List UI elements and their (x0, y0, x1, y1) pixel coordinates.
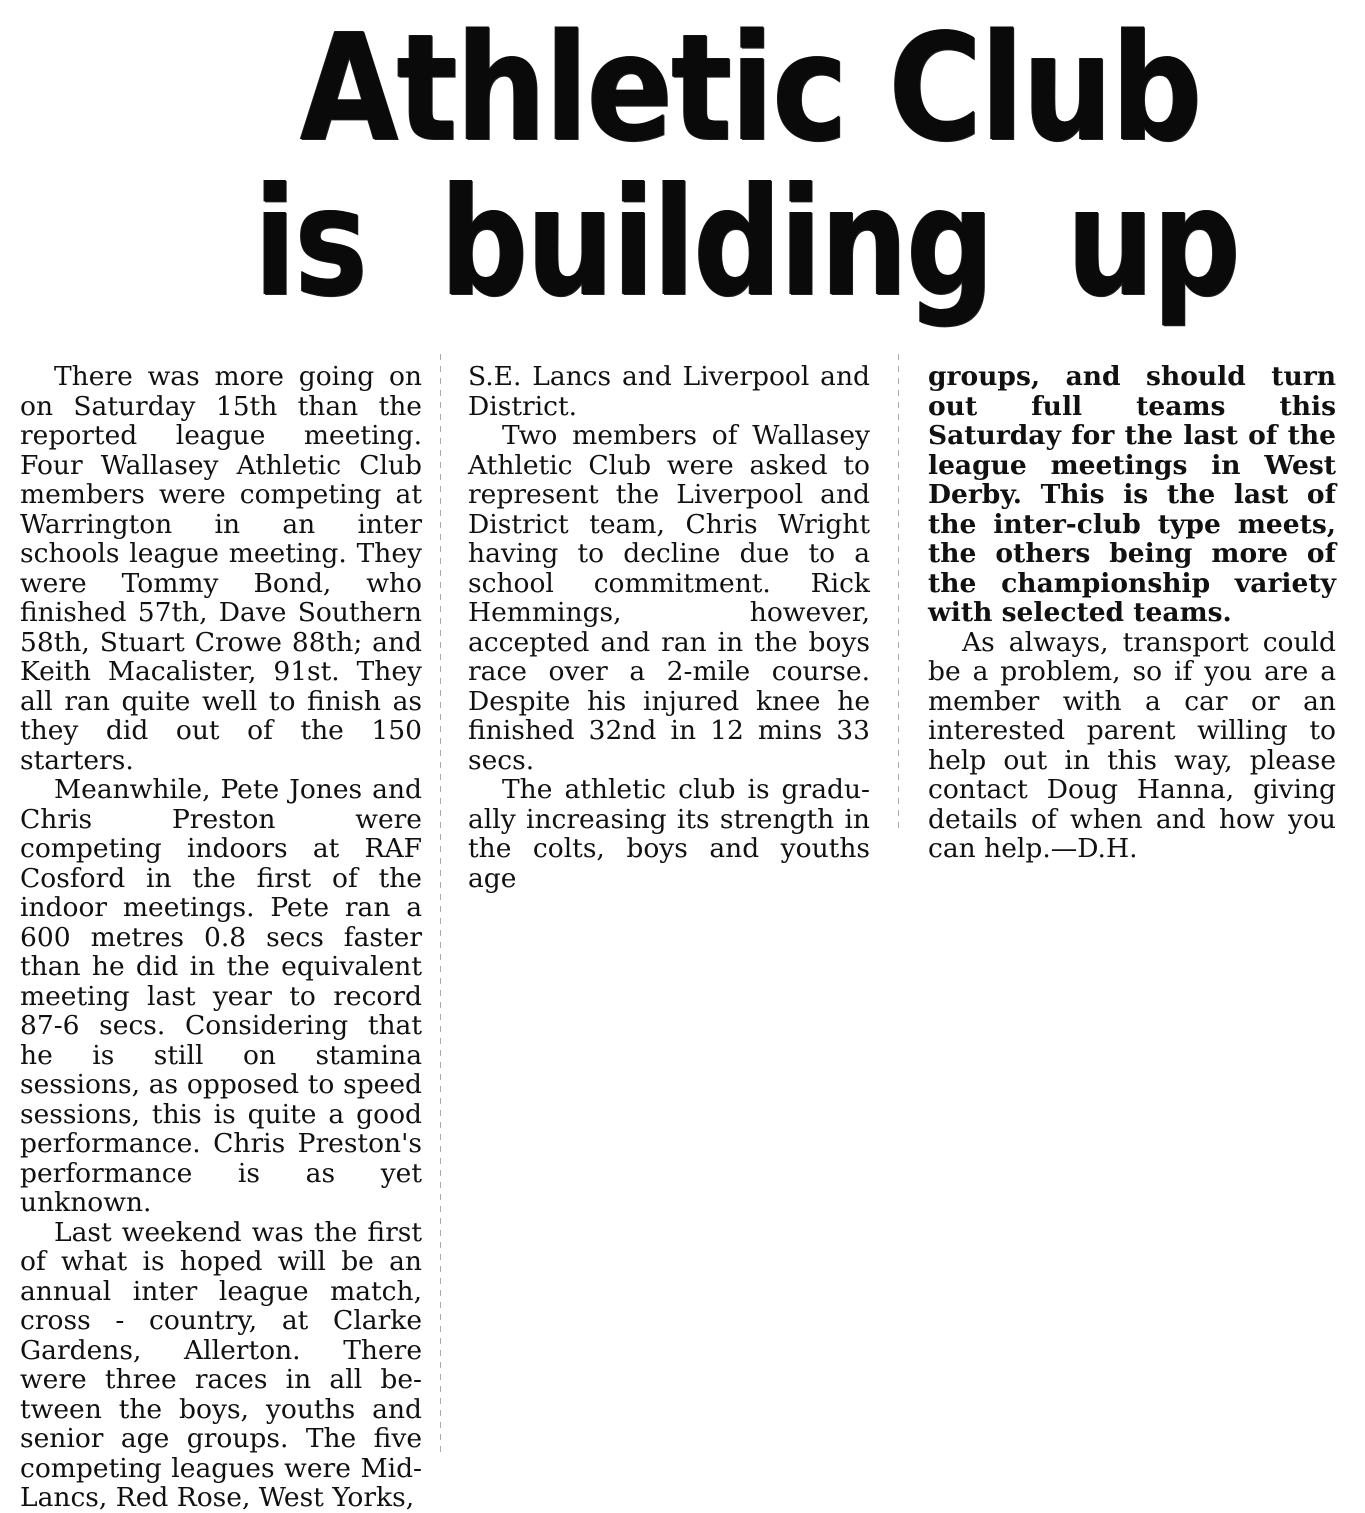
paragraph: groups, and should turn out full teams this Saturday for the last of the league meetings in West Derby. This is the last of the inter-club type meets, the others being more of the championship variety with selected teams. (928, 361, 1336, 628)
column-divider (898, 354, 899, 834)
headline-line-2: is building up (254, 156, 1240, 330)
paragraph: S.E. Lancs and Liverpool and District. (468, 361, 870, 422)
paragraph: Meanwhile, Pete Jones and Chris Preston were competing indoors at RAF Cosford in the first of the indoor meetings. Pete ran a 600 metres 0.8 secs faster than he did in the equivalent meeting last year to record 87-6 secs. Considering that he is still on stamina sessions, as opposed to speed sessions, this is quite a good performance. Chris Preston's performance is as yet unknown. (20, 774, 422, 1218)
headline (236, 2, 1240, 346)
article-column-3 (928, 362, 1336, 864)
paragraph: Two members of Wallasey Athletic Club were asked to represent the Liverpool and District team, Chris Wright having to decline due to a school commitment. Rick Hemmings, however, accepted and ran in the boys race over a 2-mile course. Despite his injured knee he finished 32nd in 12 mins 33 secs. (468, 420, 870, 776)
headline-line-1: Athletic Club (300, 2, 1201, 174)
article-column-1 (20, 362, 422, 1513)
article-column-2 (468, 362, 870, 893)
paragraph: There was more going on on Saturday 15th than the reported league meeting. Four Wallasey Athletic Club members were competing at Warrington in an inter schools league meeting. They were Tommy Bond, who finished 57th, Dave Southern 58th, Stuart Crowe 88th; and Keith Macalister, 91st. They all ran quite well to finish as they did out of the 150 starters. (20, 361, 422, 776)
paragraph: As always, transport could be a problem, so if you are a member with a car or an interested parent willing to help out in this way, please contact Doug Hanna, giving details of when and how you can help.—D.H. (928, 626, 1336, 864)
paragraph: Last weekend was the first of what is hoped will be an annual inter league match, cross - country, at Clarke Gardens, Allerton. There were three races in all between the boys, youths and senior age groups. The five competing leagues were Mid-Lancs, Red Rose, West Yorks, (20, 1216, 422, 1513)
column-divider (440, 354, 441, 1454)
paragraph: The athletic club is gradually increasing its strength in the colts, boys and youths age (468, 774, 870, 894)
